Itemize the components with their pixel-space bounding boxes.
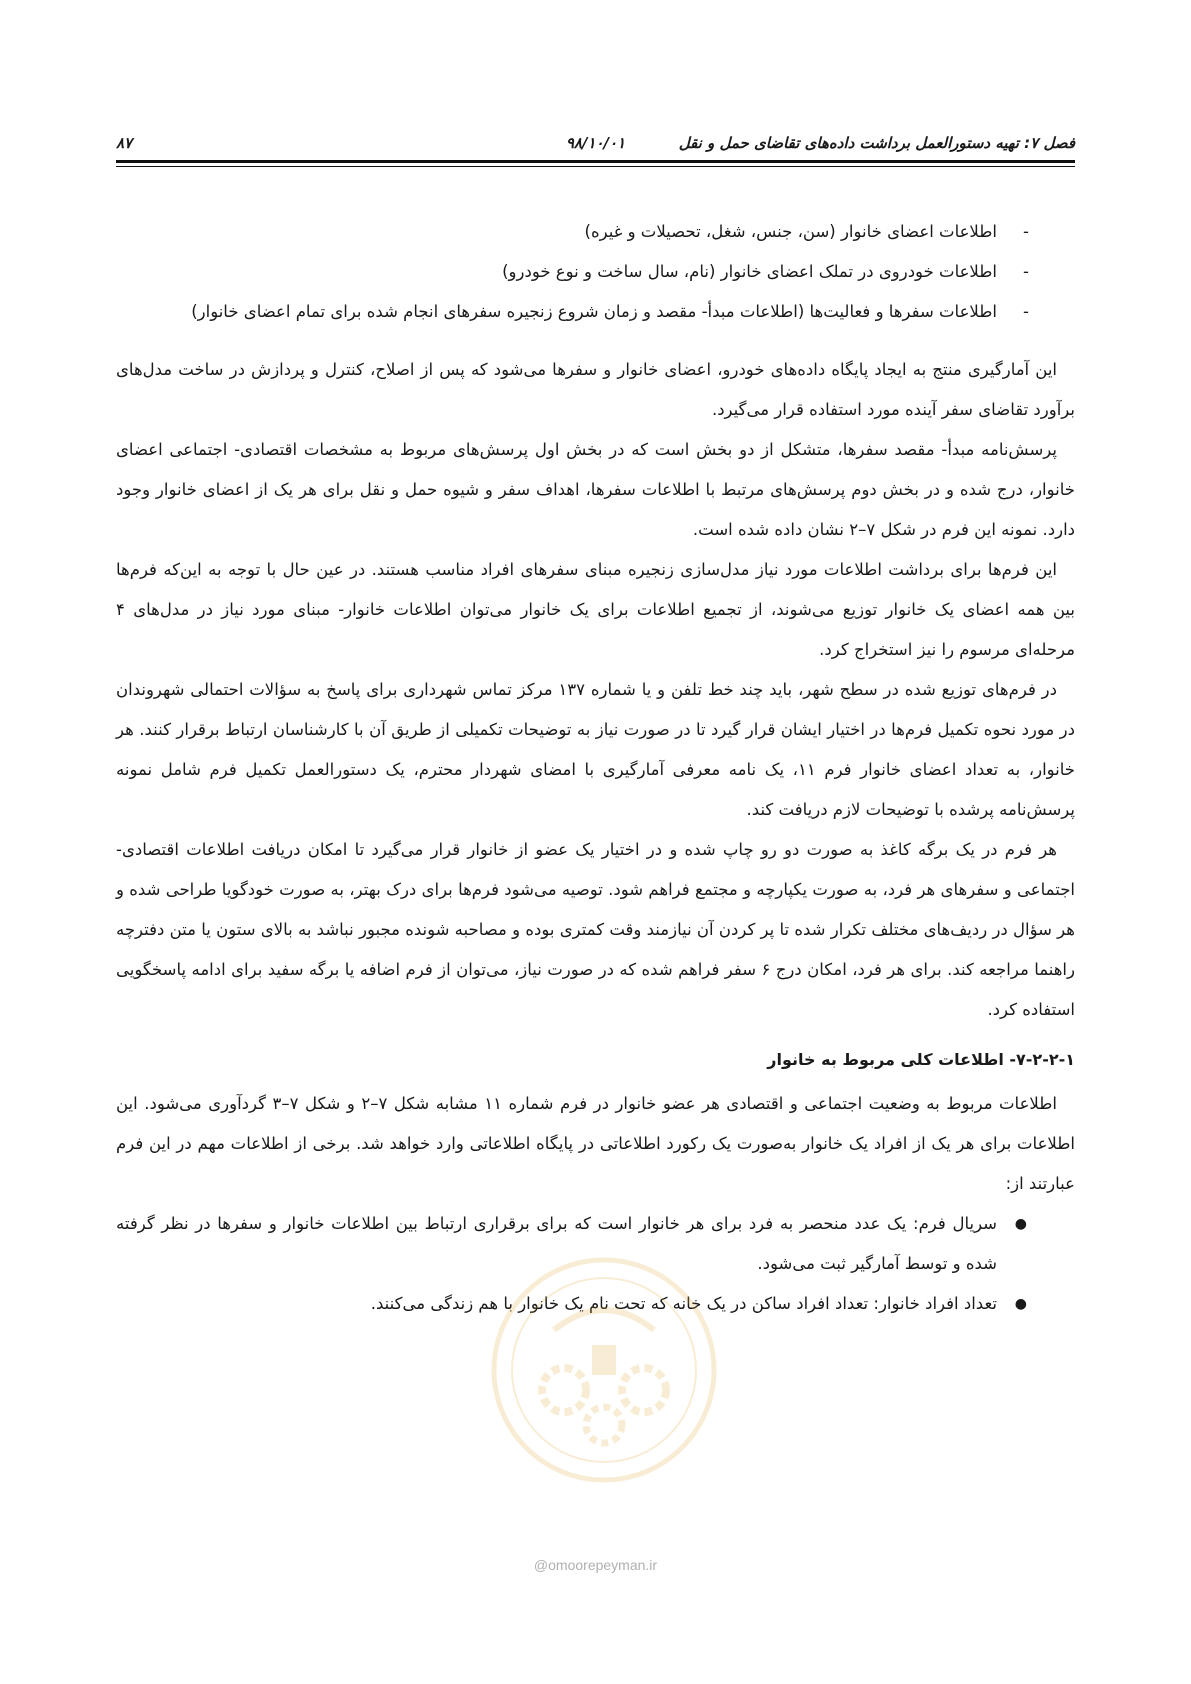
paragraph: این آمارگیری منتج به ایجاد پایگاه داده‌های خودرو، اعضای خانوار و سفرها می‌شود که پس از اصلاح، کنترل و پردازش در ساخت مدل‌های برآورد تقاضای سفر آینده مورد استفاده قرار می‌گیرد.: [116, 360, 1075, 419]
paragraph: اطلاعات مربوط به وضعیت اجتماعی و اقتصادی هر عضو خانوار در فرم شماره ۱۱ مشابه شکل ۷–۲ و شکل ۷–۳ گردآوری می‌شود. این اطلاعات برای هر یک از افراد یک خانوار به‌صورت یک رکورد اطلاعاتی در پایگاه اطلاعاتی وارد خواهد شد. برخی از اطلاعات مهم در این فرم عبارتند از:: [116, 1094, 1075, 1193]
page-header: [116, 128, 1075, 158]
watermark-gear-left: [542, 1368, 586, 1412]
section-heading: ۷-۲-۲-۱- اطلاعات کلی مربوط به خانوار: [767, 1050, 1075, 1069]
page-number: ۸۷: [116, 134, 133, 152]
watermark-gear-right: [622, 1368, 666, 1412]
list-item: [116, 252, 1075, 292]
watermark-text: @omoorepeyman.ir: [533, 1557, 658, 1573]
watermark-center-block: [592, 1345, 616, 1375]
dash-marker: -: [1023, 262, 1029, 281]
page-body: [116, 212, 1075, 1342]
list-item-text: اطلاعات خودروی در تملک اعضای خانوار (نام، سال ساخت و نوع خودرو): [502, 262, 997, 281]
paragraph: هر فرم در یک برگه کاغذ به صورت دو رو چاپ شده و در اختیار یک عضو از خانوار قرار می‌گیرد تا امکان دریافت اطلاعات اقتصادی- اجتماعی و سفرهای هر فرد، به صورت یکپارچه و مجتمع فراهم شود. توصیه می‌شود فرم‌ها برای درک بهتر، به صورت خودگویا طراحی شده و هر سؤال در ردیف‌های مختلف تکرار شده تا پر کردن آن نیازمند وقت کمتری بوده و مصاحبه شونده مجبور نباشد به بالای ستون یا متن دفترچه راهنما مراجعه کند. برای هر فرد، امکان درج ۶ سفر فراهم شده که در صورت نیاز، می‌توان از فرم اضافه یا برگه سفید برای ادامه پاسخگویی استفاده کرد.: [116, 840, 1075, 1019]
bullet-marker: ●: [1014, 1296, 1027, 1312]
list-item-text: تعداد افراد خانوار: تعداد افراد ساکن در یک خانه که تحت نام یک خانوار با هم زندگی می‌کنند.: [370, 1294, 997, 1313]
list-item: [116, 1284, 1075, 1324]
list-item: [116, 1204, 1075, 1284]
chapter-title: فصل ۷: تهیه دستورالعمل برداشت داده‌های تقاضای حمل و نقل: [678, 134, 1075, 152]
watermark-gear-bottom: [586, 1407, 622, 1443]
bullet-marker: ●: [1014, 1216, 1027, 1232]
paragraph: در فرم‌های توزیع شده در سطح شهر، باید چند خط تلفن و یا شماره ۱۳۷ مرکز تماس شهرداری برای پاسخ به سؤالات احتمالی شهروندان در مورد نحوه تکمیل فرم‌ها در اختیار ایشان قرار گیرد تا در صورت نیاز به توضیحات تکمیلی از طریق آن با کارشناسان ارتباط برقرار کنند. هر خانوار، به تعداد اعضای خانوار فرم ۱۱، یک نامه معرفی آمارگیری با امضای شهردار محترم، یک دستورالعمل تکمیل فرم شامل نمونه پرسش‌نامه پرشده با توضیحات لازم دریافت کند.: [116, 680, 1076, 819]
header-rule-thin: [116, 166, 1075, 167]
dash-list: [116, 212, 1075, 332]
paragraph: این فرم‌ها برای برداشت اطلاعات مورد نیاز مدل‌سازی زنجیره مبنای سفرهای افراد مناسب هستند. در عین حال با توجه به این‌که فرم‌ها بین همه اعضای یک خانوار توزیع می‌شوند، از تجمیع اطلاعات برای یک خانوار می‌توان اطلاعات خانوار- مبنای مورد نیاز در مدل‌های ۴ مرحله‌ای مرسوم را نیز استخراج کرد.: [116, 560, 1075, 659]
dash-marker: -: [1023, 302, 1029, 321]
list-item-text: اطلاعات سفرها و فعالیت‌ها (اطلاعات مبدأ- مقصد و زمان شروع زنجیره سفرهای انجام شده برای تمام اعضای خانوار): [191, 302, 997, 321]
bullet-list: [116, 1204, 1075, 1324]
list-item: [116, 212, 1075, 252]
dash-marker: -: [1023, 222, 1029, 241]
list-item-text: سریال فرم: یک عدد منحصر به فرد برای هر خانوار است که برای برقراری ارتباط بین اطلاعات خانوار و سفرها در نظر گرفته شده و توسط آمارگیر ثبت می‌شود.: [116, 1214, 997, 1273]
header-rule-thick: [116, 160, 1075, 163]
list-item-text: اطلاعات اعضای خانوار (سن، جنس، شغل، تحصیلات و غیره): [584, 222, 997, 241]
paragraph: پرسش‌نامه مبدأ- مقصد سفرها، متشکل از دو بخش است که در بخش اول پرسش‌های مربوط به مشخصات اقتصادی- اجتماعی اعضای خانوار، درج شده و در بخش دوم پرسش‌های مرتبط با اطلاعات سفرها، اهداف سفر و شیوه حمل و نقل برای هر یک از اعضای خانوار وجود دارد. نمونه این فرم در شکل ۷–۲ نشان داده شده است.: [116, 440, 1075, 539]
list-item: [116, 292, 1075, 332]
header-date: ۹۸/۱۰/۰۱: [565, 134, 626, 152]
